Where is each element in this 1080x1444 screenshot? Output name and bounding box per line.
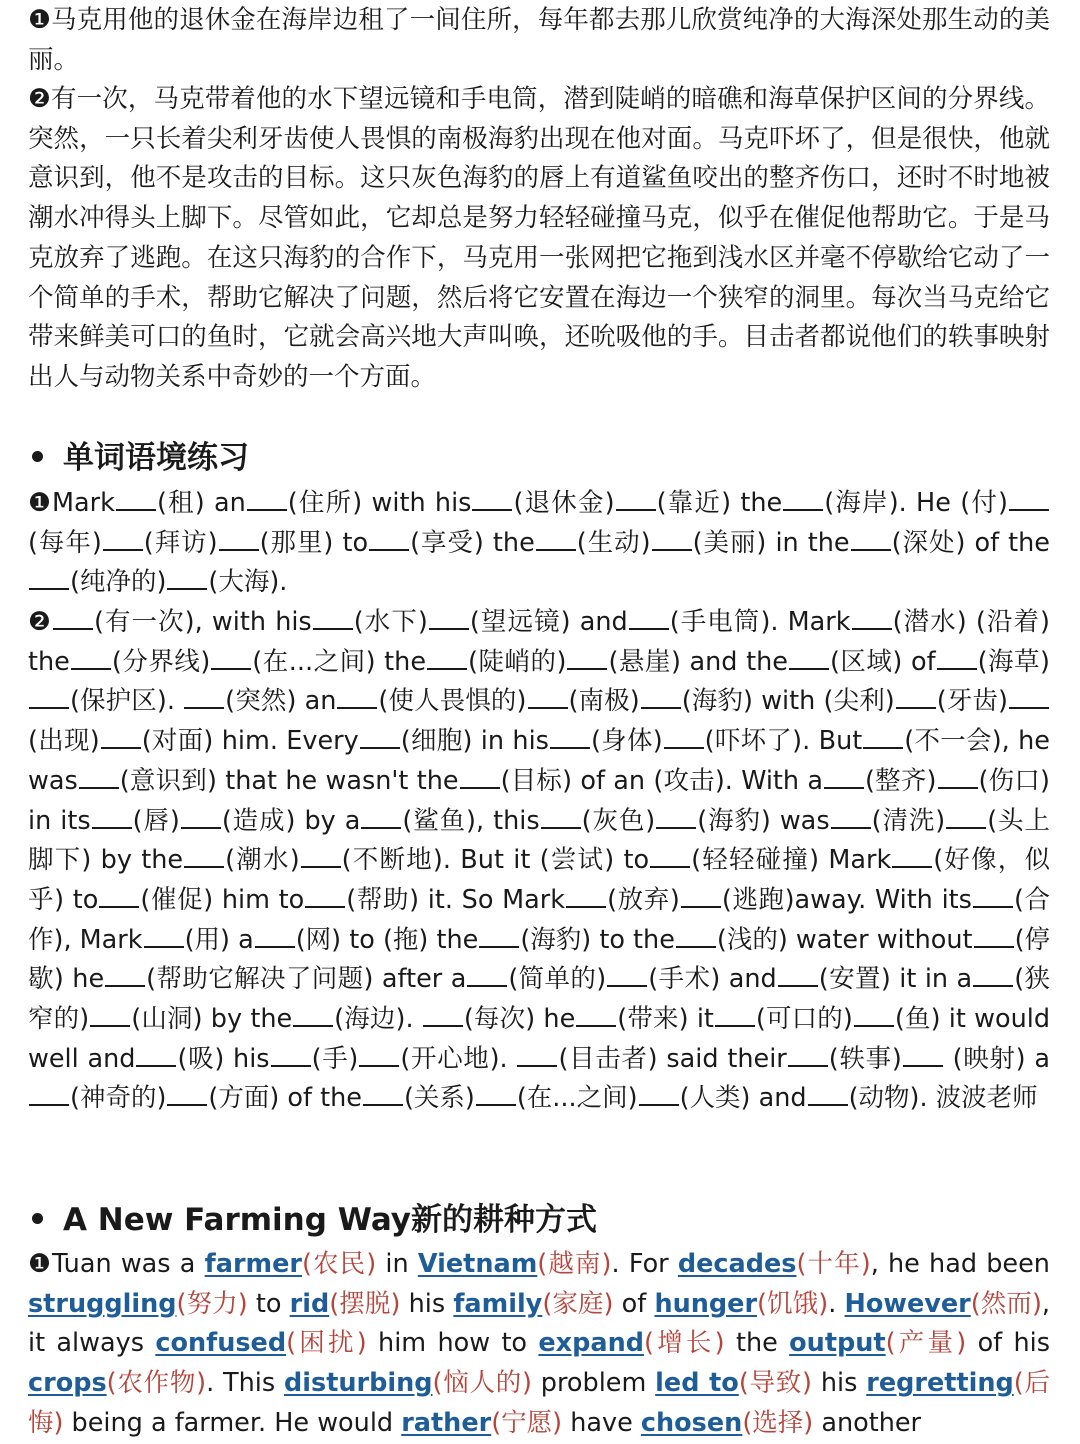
chinese-gloss: (然而)	[970, 1288, 1042, 1319]
exercise-text: (细胞) in his	[400, 726, 549, 757]
exercise-paragraph-2	[28, 603, 1050, 1119]
exercise-text: (保护区).	[70, 686, 184, 717]
exercise-text: ❷	[28, 607, 52, 637]
exercise-text: (区域) of	[829, 646, 936, 677]
exercise-text: (整齐)	[865, 765, 937, 796]
chinese-gloss: (恼人的)	[432, 1368, 532, 1399]
fill-blank[interactable]	[476, 1082, 516, 1106]
exercise-text: (靠近) the	[656, 488, 783, 518]
fill-blank[interactable]	[79, 765, 119, 789]
exercise-text: (帮助它解决了问题) after a	[146, 964, 467, 995]
body-text: , he had been	[870, 1249, 1050, 1279]
fill-blank[interactable]	[29, 566, 69, 590]
body-text: .	[828, 1288, 845, 1319]
fill-blank[interactable]	[219, 527, 259, 551]
keyword-link[interactable]: rid	[289, 1288, 330, 1319]
exercise-text: (美丽) in the	[692, 527, 850, 558]
fill-blank[interactable]	[271, 1043, 311, 1067]
exercise-text: (清洗)	[871, 805, 946, 836]
exercise-text: (大海).	[208, 567, 288, 598]
exercise-text: (鲨鱼), this	[402, 805, 540, 836]
fill-blank[interactable]	[101, 725, 141, 749]
fill-blank[interactable]	[184, 844, 224, 868]
fill-blank[interactable]	[1009, 487, 1049, 511]
exercise-text: (不一会), he was	[28, 726, 1050, 796]
exercise-text: (身体)	[590, 726, 663, 757]
fill-blank[interactable]	[167, 566, 207, 590]
exercise-text: (租) an	[156, 488, 246, 518]
exercise-text: (在...之间)	[516, 1083, 638, 1114]
chinese-gloss: (饥饿)	[757, 1288, 829, 1319]
fill-blank[interactable]	[973, 963, 1013, 987]
fill-blank[interactable]	[851, 527, 891, 551]
fill-blank[interactable]	[789, 646, 829, 670]
exercise-text: (开心地).	[400, 1043, 517, 1074]
chinese-gloss: (增长)	[644, 1328, 725, 1359]
fill-blank[interactable]	[136, 1043, 176, 1067]
fill-blank[interactable]	[852, 606, 892, 630]
exercise-text: (造成) by a	[221, 805, 361, 836]
fill-blank[interactable]	[616, 487, 656, 511]
fill-blank[interactable]	[550, 725, 590, 749]
exercise-text: (使人畏惧的)	[378, 686, 527, 717]
fill-blank[interactable]	[783, 487, 823, 511]
exercise-text: (帮助) it. So Mark	[346, 884, 566, 915]
section-heading-new-farming-way	[32, 1200, 597, 1240]
keyword-link[interactable]: confused	[155, 1328, 287, 1359]
exercise-text: (有一次), with his	[93, 607, 312, 637]
exercise-text: (手术) and	[648, 964, 777, 995]
body-text: , it always	[28, 1288, 1051, 1359]
chinese-gloss: (越南)	[537, 1249, 612, 1279]
fill-blank[interactable]	[427, 646, 467, 670]
fill-blank[interactable]	[938, 765, 978, 789]
fill-blank[interactable]	[363, 1082, 403, 1106]
exercise-text: (住所) with his	[287, 488, 472, 518]
chinese-gloss: (努力)	[176, 1288, 248, 1319]
fill-blank[interactable]	[103, 527, 143, 551]
exercise-text: (海豹) to the	[520, 924, 675, 955]
body-text: his	[811, 1368, 867, 1399]
body-text: of	[613, 1288, 655, 1319]
fill-blank[interactable]	[116, 487, 156, 511]
fill-blank[interactable]	[53, 606, 93, 630]
exercise-text: (纯净的)	[70, 567, 167, 598]
exercise-text: (映射) a	[943, 1043, 1050, 1074]
farming-passage-paragraph	[28, 1245, 1050, 1444]
fill-blank[interactable]	[144, 924, 184, 948]
body-text: another	[813, 1407, 922, 1438]
fill-blank[interactable]	[528, 685, 568, 709]
chinese-gloss: (产量)	[885, 1328, 967, 1359]
body-text: problem	[531, 1368, 656, 1399]
exercise-text: (带来) it	[617, 1004, 714, 1035]
fill-blank[interactable]	[607, 963, 647, 987]
exercise-text: (狭窄的)	[28, 964, 1051, 1035]
exercise-text: (伤口) in its	[28, 765, 1050, 836]
keyword-link[interactable]: rather	[401, 1407, 492, 1438]
fill-blank[interactable]	[247, 487, 287, 511]
keyword-link[interactable]: family	[453, 1288, 543, 1319]
exercise-text: (不断地). But it (尝试) to	[341, 845, 650, 876]
fill-blank[interactable]	[360, 725, 400, 749]
exercise-text: (关系)	[403, 1083, 475, 1114]
exercise-text: (放弃)	[607, 884, 680, 915]
exercise-text: (牙齿)	[936, 686, 1009, 717]
exercise-text: (浅的) water without	[716, 924, 973, 955]
fill-blank[interactable]	[567, 646, 607, 670]
exercise-text: (催促) him to	[140, 884, 305, 915]
fill-blank[interactable]	[211, 646, 251, 670]
keyword-link[interactable]: Vietnam	[417, 1249, 538, 1279]
fill-blank[interactable]	[656, 805, 696, 829]
exercise-text: (分界线)	[111, 646, 211, 677]
section-title: 单词语境练习	[63, 440, 249, 476]
fill-blank[interactable]	[973, 884, 1013, 908]
exercise-text: (手电筒). Mark	[669, 607, 851, 637]
fill-blank[interactable]	[301, 844, 341, 868]
exercise-text: (海豹) was	[697, 805, 830, 836]
exercise-text: (合作), Mark	[28, 884, 1051, 955]
exercise-text: (人类) and	[679, 1083, 807, 1114]
exercise-paragraph-1	[28, 484, 1050, 603]
exercise-text: (海边).	[334, 1004, 422, 1035]
keyword-link[interactable]: expand	[538, 1328, 645, 1359]
fill-blank[interactable]	[1009, 685, 1049, 709]
body-text: him how to	[366, 1328, 539, 1359]
fill-blank[interactable]	[808, 1082, 848, 1106]
chinese-gloss: (农民)	[301, 1249, 377, 1279]
exercise-text: (神奇的)	[70, 1083, 167, 1114]
fill-blank[interactable]	[541, 805, 581, 829]
section-title: A New Farming Way新的耕种方式	[63, 1202, 597, 1238]
fill-blank[interactable]	[566, 884, 606, 908]
body-text: . This	[206, 1368, 285, 1399]
chinese-gloss: (家庭)	[542, 1288, 614, 1319]
exercise-text: (那里) to	[259, 527, 369, 558]
fill-blank[interactable]	[715, 1003, 755, 1027]
exercise-text: (轶事)	[828, 1043, 902, 1074]
fill-blank[interactable]	[536, 527, 576, 551]
fill-blank[interactable]	[778, 963, 818, 987]
exercise-text: (享受) the	[410, 527, 535, 558]
exercise-text: (退休金)	[513, 488, 615, 518]
chinese-gloss: (困扰)	[286, 1328, 367, 1359]
fill-blank[interactable]	[305, 884, 345, 908]
fill-blank[interactable]	[71, 646, 111, 670]
exercise-text: (唇)	[132, 805, 180, 836]
keyword-link[interactable]: farmer	[204, 1249, 302, 1279]
fill-blank[interactable]	[629, 606, 669, 630]
exercise-text: (生动)	[576, 527, 651, 558]
exercise-text: ❶Mark	[28, 488, 115, 518]
exercise-text: (南极)	[568, 686, 640, 717]
chinese-gloss: (摆脱)	[329, 1288, 401, 1319]
exercise-text: (海豹) with (尖利)	[681, 686, 895, 717]
keyword-link[interactable]: chosen	[640, 1407, 743, 1438]
exercise-text: (停歇) he	[28, 924, 1051, 995]
exercise-text: (意识到) that he wasn't the	[119, 765, 459, 796]
body-text: being a farmer. He would	[63, 1407, 402, 1438]
fill-blank[interactable]	[423, 1003, 463, 1027]
exercise-text: (好像，似乎) to	[28, 845, 1050, 915]
exercise-text: (逃跑)away. With its	[721, 884, 972, 915]
fill-blank[interactable]	[946, 805, 986, 829]
exercise-text: (可口的)	[755, 1004, 853, 1035]
chinese-gloss: (宁愿)	[491, 1407, 563, 1438]
exercise-text: (悬崖) and the	[608, 646, 788, 677]
exercise-text: (望远镜) and	[469, 607, 628, 637]
exercise-text: (海岸). He (付)	[824, 488, 1008, 518]
exercise-text: (出现)	[28, 726, 100, 757]
keyword-link[interactable]: struggling	[28, 1288, 177, 1319]
fill-blank[interactable]	[576, 1003, 616, 1027]
exercise-text: (网) to (拖) the	[295, 924, 479, 955]
fill-blank[interactable]	[429, 606, 469, 630]
fill-blank[interactable]	[337, 685, 377, 709]
fill-blank[interactable]	[664, 725, 704, 749]
exercise-text: (水下)	[353, 607, 428, 637]
fill-blank[interactable]	[361, 805, 401, 829]
fill-blank[interactable]	[854, 1003, 894, 1027]
fill-blank[interactable]	[472, 487, 512, 511]
keyword-link[interactable]: However	[844, 1288, 971, 1319]
exercise-text: (潮水)	[225, 845, 300, 876]
exercise-text: (每年)	[28, 527, 102, 558]
exercise-text: (头上脚下) by the	[28, 805, 1050, 876]
exercise-text: (深处) of the	[891, 527, 1050, 558]
fill-blank[interactable]	[863, 725, 903, 749]
chinese-gloss: (农作物)	[106, 1368, 207, 1399]
fill-blank[interactable]	[903, 1043, 943, 1067]
chinese-gloss: (选择)	[742, 1407, 814, 1438]
exercise-text: (在...之间) the	[252, 646, 427, 677]
passage-paragraph-2: ❷有一次，马克带着他的水下望远镜和手电筒，潜到陡峭的暗礁和海草保护区间的分界线。突然，一只长着尖利牙齿使人畏惧的南极海豹出现在他对面。马克吓坏了，但是很快，他就意识到，他不是攻击的目标。这只灰色海豹的唇上有道鲨鱼咬出的整齐伤口，还时不时地被潮水冲得头上脚下。尽管如此，它却总是努力轻轻碰撞马克，似乎在催促他帮助它。于是马克放弃了逃跑。在这只海豹的合作下，马克用一张网把它拖到浅水区并毫不停歇给它动了一个简单的手术，帮助它解决了问题，然后将它安置在海边一个狭窄的洞里。每次当马克给它带来鲜美可口的鱼时，它就会高兴地大声叫唤，还吮吸他的手。目击者都说他们的轶事映射出人与动物关系中奇妙的一个方面。	[28, 84, 1050, 392]
fill-blank[interactable]	[641, 685, 681, 709]
exercise-text: (鱼) it would well and	[28, 1004, 1051, 1074]
exercise-text: (灰色)	[581, 805, 656, 836]
fill-blank[interactable]	[892, 844, 932, 868]
fill-blank[interactable]	[105, 963, 145, 987]
body-text: in	[376, 1249, 418, 1279]
keyword-link[interactable]: decades	[677, 1249, 797, 1279]
fill-blank[interactable]	[824, 765, 864, 789]
keyword-link[interactable]: led to	[655, 1368, 739, 1399]
keyword-link[interactable]: crops	[28, 1368, 107, 1399]
chinese-gloss: (十年)	[796, 1249, 871, 1279]
fill-blank[interactable]	[974, 924, 1014, 948]
exercise-text: (山洞) by the	[131, 1004, 293, 1035]
fill-blank[interactable]	[181, 805, 221, 829]
fill-blank[interactable]	[937, 646, 977, 670]
exercise-text: (吓坏了). But	[704, 726, 863, 757]
exercise-text: (吸) his	[177, 1043, 270, 1074]
exercise-text: (目标) of an (攻击). With a	[500, 765, 824, 796]
fill-blank[interactable]	[184, 685, 224, 709]
body-text: his	[400, 1288, 454, 1319]
exercise-text: (用) a	[184, 924, 254, 955]
body-text: ❶Tuan was a	[28, 1249, 205, 1279]
exercise-text: (拜访)	[143, 527, 218, 558]
fill-blank[interactable]	[676, 924, 716, 948]
exercise-text: (手)	[311, 1043, 359, 1074]
fill-blank[interactable]	[293, 1003, 333, 1027]
bullet-icon	[32, 1213, 43, 1224]
bullet-icon	[32, 451, 43, 462]
fill-blank[interactable]	[90, 1003, 130, 1027]
keyword-link[interactable]: regretting	[866, 1368, 1014, 1399]
exercise-text: (海草)	[977, 646, 1051, 677]
body-text: have	[562, 1407, 641, 1438]
exercise-text: (方面) of the	[208, 1083, 362, 1114]
fill-blank[interactable]	[681, 884, 721, 908]
exercise-text: (对面) him. Every	[141, 726, 359, 757]
fill-blank[interactable]	[255, 924, 295, 948]
fill-blank[interactable]	[896, 685, 936, 709]
fill-blank[interactable]	[517, 1043, 557, 1067]
exercise-text: (轻轻碰撞) Mark	[691, 845, 892, 876]
fill-blank[interactable]	[167, 1082, 207, 1106]
fill-blank[interactable]	[479, 924, 519, 948]
exercise-text: (每次) he	[463, 1004, 576, 1035]
fill-blank[interactable]	[650, 844, 690, 868]
fill-blank[interactable]	[467, 963, 507, 987]
exercise-text: (简单的)	[508, 964, 607, 995]
exercise-text: (突然) an	[225, 686, 337, 717]
fill-blank[interactable]	[788, 1043, 828, 1067]
fill-blank[interactable]	[99, 884, 139, 908]
fill-blank[interactable]	[639, 1082, 679, 1106]
fill-blank[interactable]	[369, 527, 409, 551]
exercise-text: (安置) it in a	[818, 964, 973, 995]
fill-blank[interactable]	[359, 1043, 399, 1067]
body-text: to	[247, 1288, 290, 1319]
exercise-text: (陡峭的)	[468, 646, 567, 677]
fill-blank[interactable]	[831, 805, 871, 829]
fill-blank[interactable]	[313, 606, 353, 630]
fill-blank[interactable]	[92, 805, 132, 829]
exercise-text: (动物). 波波老师	[848, 1083, 1038, 1114]
body-text: . For	[611, 1249, 678, 1279]
keyword-link[interactable]: disturbing	[284, 1368, 433, 1399]
passage-paragraph-1: ❶马克用他的退休金在海岸边租了一间住所，每年都去那儿欣赏纯净的大海深处那生动的美丽。	[28, 5, 1050, 75]
fill-blank[interactable]	[29, 1082, 69, 1106]
section-heading-vocab-practice	[32, 438, 249, 478]
keyword-link[interactable]: output	[789, 1328, 886, 1359]
body-text: the	[724, 1328, 790, 1359]
fill-blank[interactable]	[460, 765, 500, 789]
fill-blank[interactable]	[29, 685, 69, 709]
body-text: of his	[966, 1328, 1051, 1359]
fill-blank[interactable]	[652, 527, 692, 551]
exercise-text: (潜水) (沿着) the	[28, 607, 1050, 677]
chinese-gloss: (后悔)	[28, 1368, 1050, 1438]
chinese-gloss: (导致)	[738, 1368, 812, 1399]
exercise-text: (目击者) said their	[558, 1043, 787, 1074]
keyword-link[interactable]: hunger	[654, 1288, 758, 1319]
